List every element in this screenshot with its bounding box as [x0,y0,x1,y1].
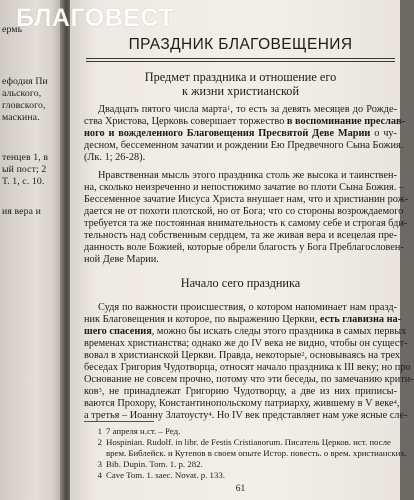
paragraph-line: а третья – Иоанну Златоусту$^4$. Но IV век представляет нам уже ясные сле- [84,410,408,421]
paragraph-line: ства Христова, Церковь совершает торжество в воспоминание преслав- [84,116,406,127]
footnote: врем. Библейск. и Кутепов в своем опыте Истор. повесть. о врем. христианских. [106,448,407,458]
left-page-line: ермь [2,24,23,35]
paragraph-line: временах христианства; однако же до IV века не видно, чтобы он сущест- [84,338,408,349]
paragraph-line: данность воле Божией, которые обрели благость у Бога Преблагословен- [84,242,404,253]
left-page-line: гловского, [2,100,46,111]
paragraph-line: Бессеменное зачатие Иисуса Христа внушает нам, что и христианин рож- [84,194,409,205]
footnote-rule [84,421,154,422]
left-page-line: тенцев 1, в [2,152,49,163]
paragraph-line: Основание не совсем прочно, потому что эти беседы, по замечанию крити- [84,374,414,385]
paragraph-line: Нравственная мысль этого праздника столь же высока и таинствен- [98,170,397,181]
paragraph-line: ной Деве Марии. [84,254,159,265]
left-page-line: маскина. [2,112,40,123]
paragraph-line: беседах Григория Чудотворца, относят начало праздника к III веку; но про [84,362,411,373]
footnote: 3 Bib. Dupin. Tom. 1. p. 282. [97,459,203,469]
footnote: 4 Cave Tom. 1. saec. Novat. p. 133. [97,470,225,480]
previous-page-edge [0,0,64,500]
footnote: 1 7 апреля н.ст. – Ред. [97,426,181,436]
paragraph-line: тельность над собственным сердцем, та же живая вера и всецелая пре- [84,230,397,241]
paragraph-line: вовал в христианской Церкви. Правда, некоторые$^2$, основываясь на трех [84,350,401,361]
paragraph-line: ваются Прохору, Константинопольскому патриарху, жившему в V веке$^4$, [84,398,400,409]
paragraph-line: ник Благовещения и которое, по выражению Церкви, есть главизна на- [84,314,402,325]
paragraph-line: на, сколько неизреченно и непостижимо зачатие во плоти Сына Божия. – [84,182,404,193]
paragraph-line: Двадцать пятого числа марта$^1$, то есть за девять месяцев до Рожде- [98,104,398,115]
page-number: 61 [235,484,246,494]
paragraph-line: шего спасения, можно бы искать следы этого праздника в самых первых [84,326,407,337]
paragraph-line: ков$^3$, не принадлежат Григорию Чудотворцу, а две из них приписы- [84,386,397,397]
section-heading: Начало сего праздника [180,276,301,290]
left-page-line: Т. 1, с. 10. [2,176,45,187]
paragraph-line: требуется та же постоянная внимательность к самому себе и строгая бди- [84,218,408,229]
paragraph-line: десном, бессеменном зачатии и рождении Ею Предвечного Сына Божия. [84,140,404,151]
paragraph-line: ного и вожделенного Благовещения Пресвятой Деве Марии о чу- [84,128,397,139]
paragraph-line: Судя по важности происшествия, о котором напоминает нам празд- [98,302,397,313]
footnote: 2 Hospinian. Rudolf. in libr. de Festis Cristianorum. Писатель Церков. ист. после [97,437,391,447]
chapter-title: ПРАЗДНИК БЛАГОВЕЩЕНИЯ [128,36,353,53]
section-heading: к жизни христианской [181,84,300,98]
watermark-logo: БЛАГОВЕСТ [16,4,175,32]
title-rule [86,58,395,59]
section-heading: Предмет праздника и отношение его [144,70,337,84]
paragraph-line: (Лк. 1; 26-28). [84,152,146,163]
paragraph-line: дается не от похоти плотской, но от Бога; что со стороны возрождаемого [84,206,404,217]
left-page-line: ефодия Пи [2,76,48,87]
left-page-line: альского, [2,88,42,99]
left-page-line: ый пост; 2 [2,164,47,175]
left-page-line: ия вера и [2,206,41,217]
title-rule [86,61,395,62]
